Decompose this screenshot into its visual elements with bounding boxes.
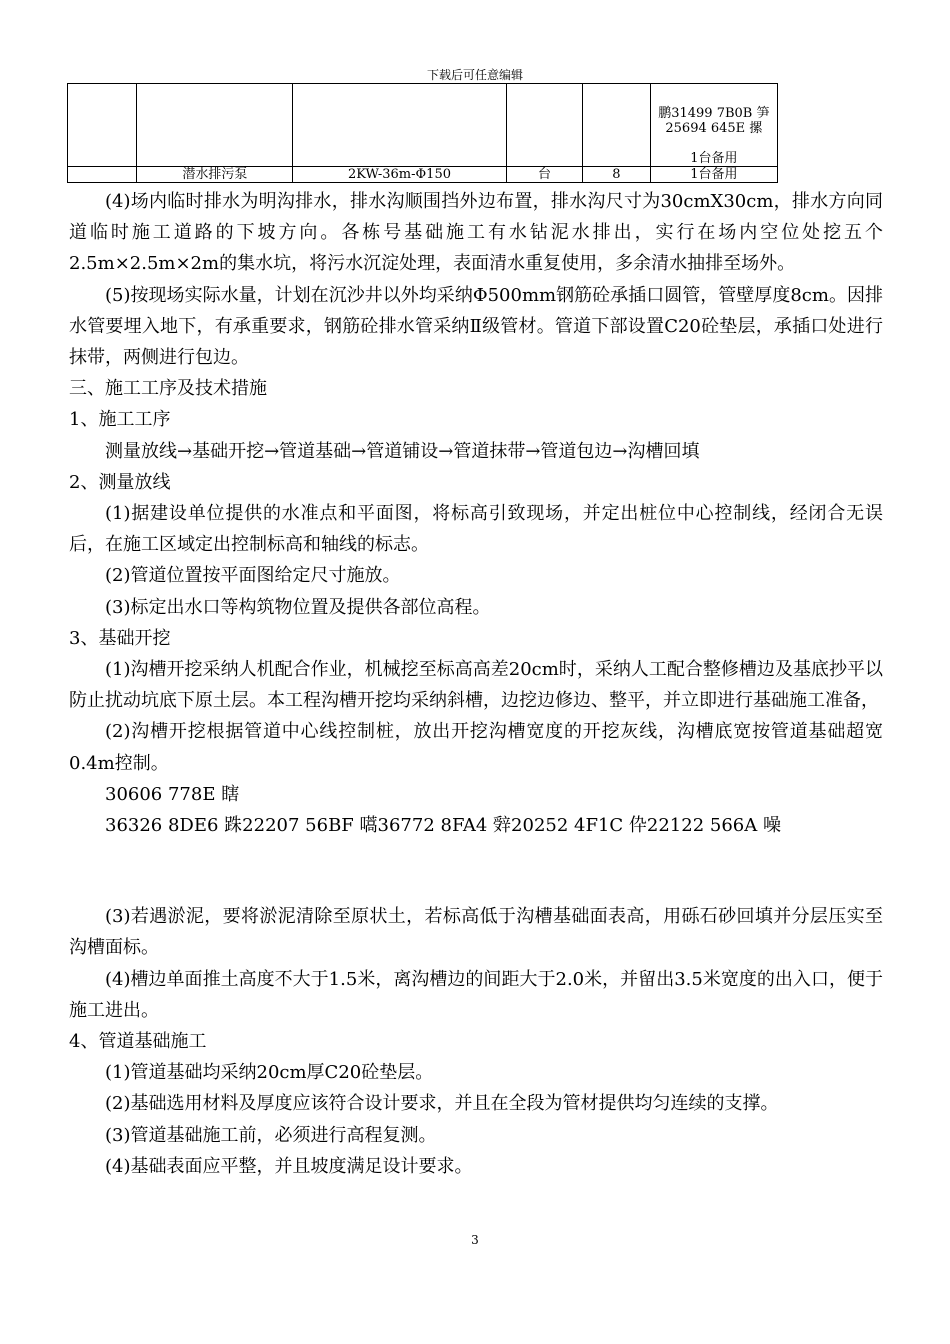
paragraph: 30606 778E 瞎 [105, 783, 240, 805]
section-heading: 3、基础开挖 [69, 627, 171, 649]
section-heading: 三、施工工序及技术措施 [69, 378, 267, 400]
table-cell: 2KW-36m-Φ150 [293, 167, 507, 183]
table-cell: 台 [506, 167, 582, 183]
table-cell [68, 167, 137, 183]
table-cell: 1台备用 [650, 167, 777, 183]
paragraph: (3)标定出水口等构筑物位置及提供各部位高程。 [105, 596, 491, 618]
section-heading: 1、施工工序 [69, 409, 171, 431]
paragraph: 36326 8DE6 跦22207 56BF 嚆36772 8FA4 辤20252 4F1C 伜22122 566A 噪 [105, 815, 781, 837]
blank-line [69, 859, 883, 883]
section-heading: 2、测量放线 [69, 471, 171, 493]
paragraph: (5)按现场实际水量，计划在沉沙井以外均采纳Φ500mm钢筋砼承插口圆管，管壁厚度8cm。因排水管要埋入地下，有承重要求，钢筋砼排水管采纳Ⅱ级管材。管道下部设置C20砼垫层，承插口处进行抹带，两侧进行包边。 [69, 284, 883, 369]
table-row [68, 84, 778, 167]
paragraph: (4)基础表面应平整，并且坡度满足设计要求。 [105, 1155, 473, 1177]
paragraph: (1)沟槽开挖采纳人机配合作业，机械挖至标高高差20cm时，采纳人工配合整修槽边及基底抄平以防止扰动坑底下原土层。本工程沟槽开挖均采纳斜槽，边挖边修边、整平，并立即进行基础施工准备， [69, 659, 883, 712]
document-body [69, 186, 883, 1182]
page-header: 下载后可任意编辑 [426, 68, 523, 82]
paragraph: (1)管道基础均采纳20cm厚C20砼垫层。 [105, 1062, 434, 1084]
equipment-table [67, 83, 778, 183]
table-cell: 8 [583, 167, 651, 183]
table-row [68, 167, 778, 183]
table-cell [137, 84, 293, 167]
paragraph: (2)沟槽开挖根据管道中心线控制桩，放出开挖沟槽宽度的开挖灰线，沟槽底宽按管道基础超宽0.4m控制。 [69, 721, 883, 774]
table-cell: 潜水排污泵 [137, 167, 293, 183]
table-cell [506, 84, 582, 167]
paragraph: (4)槽边单面推土高度不大于1.5米，离沟槽边的间距大于2.0米，并留出3.5米宽度的出入口，便于施工进出。 [69, 968, 883, 1021]
paragraph: (1)据建设单位提供的水准点和平面图，将标高引致现场，并定出桩位中心控制线，经闭合无误后，在施工区域定出控制标高和轴线的标志。 [69, 503, 883, 556]
table-cell [68, 84, 137, 167]
paragraph: (3)若遇淤泥，要将淤泥清除至原状土，若标高低于沟槽基础面表高，用砾石砂回填并分层压实至沟槽面标。 [69, 906, 883, 959]
table-cell: 鹏31499 7B0B 笋25694 645E 摞 1台备用 [650, 84, 777, 167]
paragraph: (4)场内临时排水为明沟排水，排水沟顺围挡外边布置，排水沟尺寸为30cmX30cm，排水方向同道临时施工道路的下坡方向。各栋号基础施工有水钻泥水排出，实行在场内空位处挖五个2.5m×2.5m×2m的集水坑，将污水沉淀处理，表面清水重复使用，多余清水抽排至场外。 [69, 191, 883, 275]
paragraph: 测量放线→基础开挖→管道基础→管道铺设→管道抹带→管道包边→沟槽回填 [105, 440, 700, 462]
table-cell [293, 84, 507, 167]
paragraph: (3)管道基础施工前，必须进行高程复测。 [105, 1124, 437, 1146]
page-number: 3 [471, 1233, 479, 1247]
table-cell [583, 84, 651, 167]
section-heading: 4、管道基础施工 [69, 1031, 207, 1053]
paragraph: (2)基础选用材料及厚度应该符合设计要求，并且在全段为管材提供均匀连续的支撑。 [105, 1093, 779, 1115]
paragraph: (2)管道位置按平面图给定尺寸施放。 [105, 565, 401, 587]
